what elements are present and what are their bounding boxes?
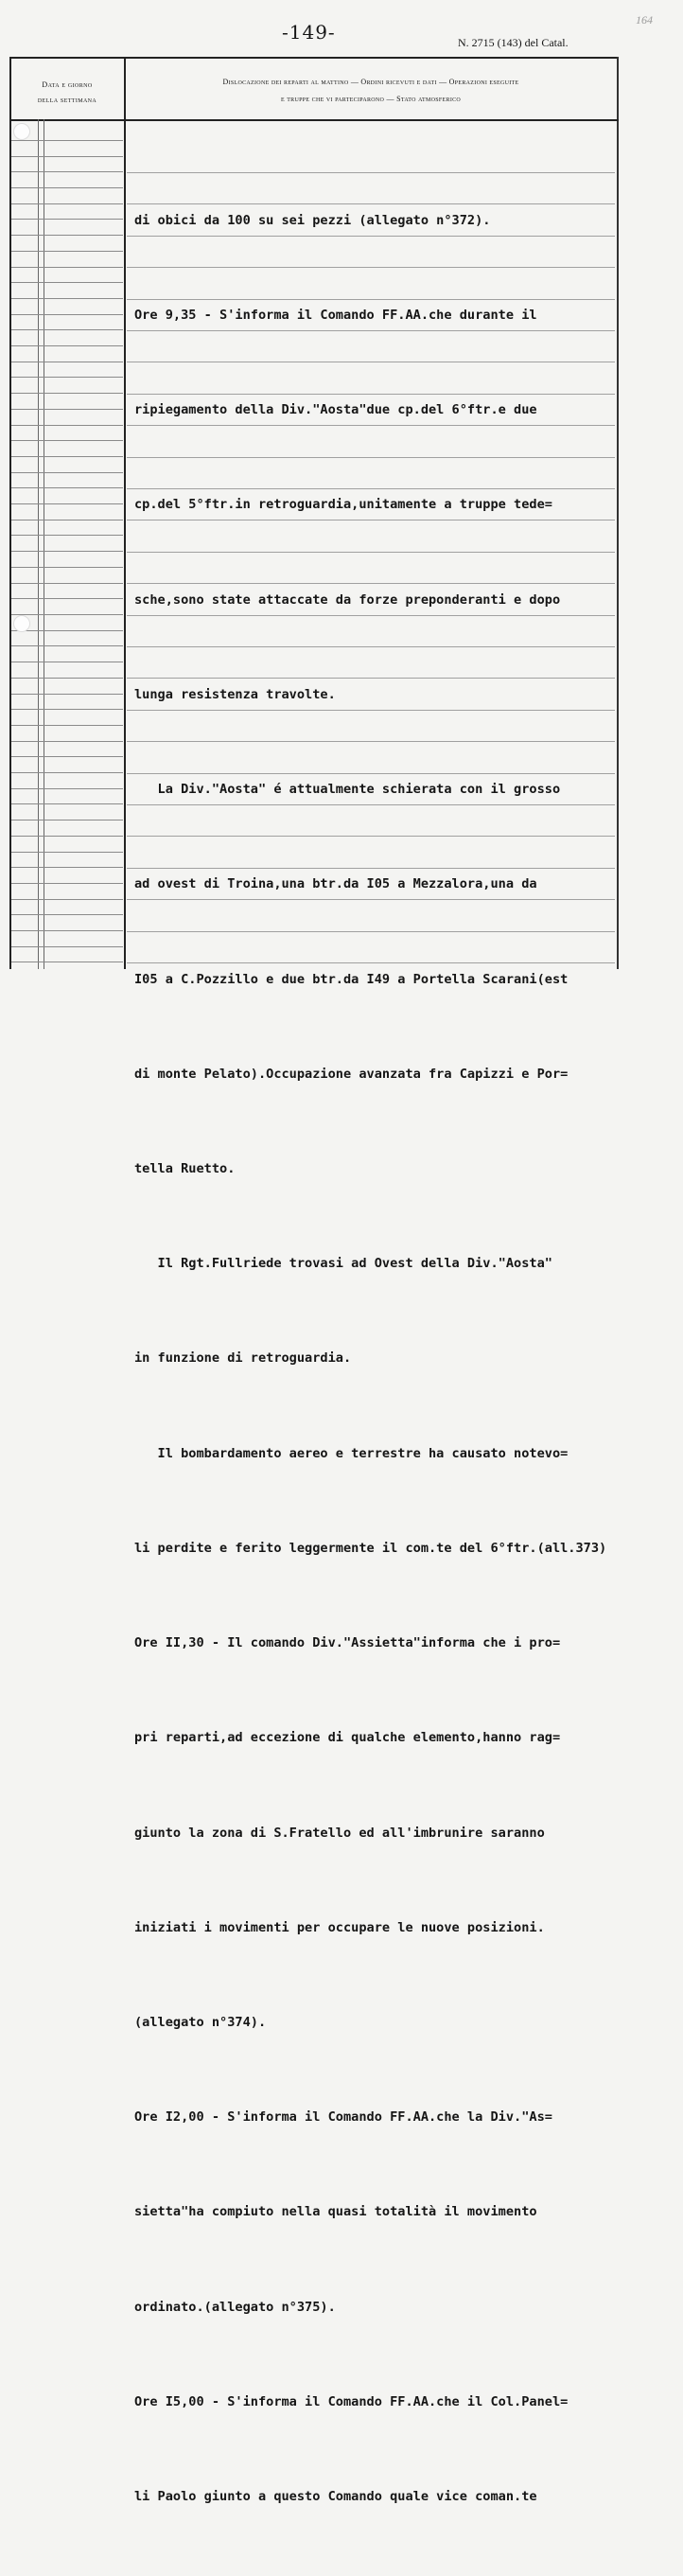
ruled-line bbox=[11, 803, 123, 804]
text-line: La Div."Aosta" é attualmente schierata con il grosso bbox=[134, 782, 561, 798]
text-line: pri reparti,ad eccezione di qualche elemento,hanno rag= bbox=[134, 1730, 561, 1746]
ruled-line bbox=[11, 156, 123, 157]
date-column-line bbox=[38, 119, 39, 969]
ruled-line bbox=[11, 583, 123, 584]
text-line: in funzione di retroguardia. bbox=[134, 1350, 352, 1367]
ruled-line bbox=[11, 836, 123, 837]
ruled-line bbox=[11, 614, 123, 615]
ruled-line bbox=[11, 314, 123, 315]
ruled-line bbox=[11, 567, 123, 568]
ruled-line bbox=[11, 883, 123, 884]
text-line: sche,sono state attaccate da forze preponderanti e dopo bbox=[134, 591, 561, 608]
column-divider bbox=[124, 59, 126, 969]
ruled-line bbox=[11, 709, 123, 710]
ruled-line bbox=[11, 409, 123, 410]
text-line: Ore II,30 - Il comando Div."Assietta"informa che i pro= bbox=[134, 1635, 561, 1651]
ruled-line bbox=[11, 345, 123, 346]
main-column-header bbox=[127, 74, 615, 108]
ruled-line bbox=[11, 267, 123, 268]
ruled-line bbox=[11, 203, 123, 204]
text-line: Ore I2,00 - S'informa il Comando FF.AA.che la Div."As= bbox=[134, 2109, 552, 2126]
main-header-line1: Dislocazione dei reparti al mattino — Ordini ricevuti e dati — Operazioni eseguite bbox=[222, 78, 519, 86]
ruled-line bbox=[11, 899, 123, 900]
ruled-line bbox=[11, 140, 123, 141]
text-line: li perdite e ferito leggermente il com.te del 6°ftr.(all.373) bbox=[134, 1540, 607, 1556]
ruled-line bbox=[11, 472, 123, 473]
ruled-line bbox=[11, 425, 123, 426]
ruled-line bbox=[11, 377, 123, 378]
text-line: di obici da 100 su sei pezzi (allegato n°372). bbox=[134, 212, 491, 228]
catalog-reference: N. 2715 (143) del Catal. bbox=[458, 36, 569, 49]
ruled-line bbox=[11, 756, 123, 757]
page-number: -149- bbox=[282, 21, 336, 44]
ruled-line bbox=[11, 440, 123, 441]
ruled-line bbox=[11, 235, 123, 236]
ruled-line bbox=[11, 219, 123, 220]
frame-left-border bbox=[9, 57, 11, 969]
ruled-line bbox=[11, 598, 123, 599]
ruled-line bbox=[11, 298, 123, 299]
ruled-line bbox=[11, 772, 123, 773]
ruled-line bbox=[11, 187, 123, 188]
punch-hole bbox=[13, 615, 30, 632]
ruled-line bbox=[11, 741, 123, 742]
text-line: di monte Pelato).Occupazione avanzata fra Capizzi e Por= bbox=[134, 1066, 569, 1082]
header-bottom-border bbox=[9, 119, 619, 121]
pencil-page-number: 164 bbox=[636, 13, 653, 26]
ruled-line bbox=[11, 456, 123, 457]
ruled-line bbox=[11, 725, 123, 726]
text-line: giunto la zona di S.Fratello ed all'imbrunire saranno bbox=[134, 1825, 545, 1841]
ruled-line bbox=[11, 251, 123, 252]
text-line: I05 a C.Pozzillo e due btr.da I49 a Portella Scarani(est bbox=[134, 971, 569, 987]
ruled-line bbox=[11, 282, 123, 283]
punch-hole bbox=[13, 123, 30, 140]
text-line: tella Ruetto. bbox=[134, 1161, 236, 1176]
ruled-line bbox=[11, 551, 123, 552]
ruled-line bbox=[11, 503, 123, 504]
ruled-line bbox=[11, 867, 123, 868]
date-header-line2: della settimana bbox=[37, 96, 97, 104]
text-line: Ore I5,00 - S'informa il Comando FF.AA.che il Col.Panel= bbox=[134, 2393, 569, 2409]
ruled-line bbox=[11, 788, 123, 789]
text-line: cp.del 5°ftr.in retroguardia,unitamente a truppe tede= bbox=[134, 497, 552, 513]
ruled-line bbox=[11, 852, 123, 853]
typed-body-text bbox=[134, 142, 613, 2576]
ruled-line bbox=[11, 678, 123, 679]
ruled-line bbox=[11, 329, 123, 330]
date-column-header bbox=[11, 78, 123, 108]
ruled-line bbox=[11, 630, 123, 631]
text-line: ripiegamento della Div."Aosta"due cp.del 6°ftr.e due bbox=[134, 402, 537, 418]
ruled-line bbox=[11, 487, 123, 488]
text-line: ad ovest di Troina,una btr.da I05 a Mezzalora,una da bbox=[134, 876, 537, 892]
text-line: (allegato n°374). bbox=[134, 2014, 267, 2030]
date-header-line1: Data e giorno bbox=[42, 80, 93, 89]
ruled-line bbox=[11, 946, 123, 947]
text-line: Il Rgt.Fullriede trovasi ad Ovest della Div."Aosta" bbox=[134, 1256, 552, 1272]
ruled-line bbox=[11, 645, 123, 646]
text-line: ordinato.(allegato n°375). bbox=[134, 2299, 336, 2315]
text-line: li Paolo giunto a questo Comando quale vice coman.te bbox=[134, 2489, 537, 2505]
frame-top-border bbox=[9, 57, 619, 59]
text-line: iniziati i movimenti per occupare le nuove posizioni. bbox=[134, 1919, 545, 1935]
main-header-line2: e truppe che vi parteciparono — Stato atmosferico bbox=[280, 95, 462, 103]
ruled-line bbox=[11, 914, 123, 915]
ruled-line bbox=[11, 694, 123, 695]
ruled-line bbox=[11, 535, 123, 536]
frame-right-border bbox=[617, 57, 619, 969]
ruled-line bbox=[11, 930, 123, 931]
text-line: sietta"ha compiuto nella quasi totalità il movimento bbox=[134, 2204, 537, 2220]
ruled-line bbox=[11, 171, 123, 172]
ruled-line bbox=[11, 393, 123, 394]
text-line: Il bombardamento aereo e terrestre ha causato notevo= bbox=[134, 1445, 569, 1461]
text-line: lunga resistenza travolte. bbox=[134, 686, 336, 702]
text-line: Ore 9,35 - S'informa il Comando FF.AA.che durante il bbox=[134, 308, 537, 324]
